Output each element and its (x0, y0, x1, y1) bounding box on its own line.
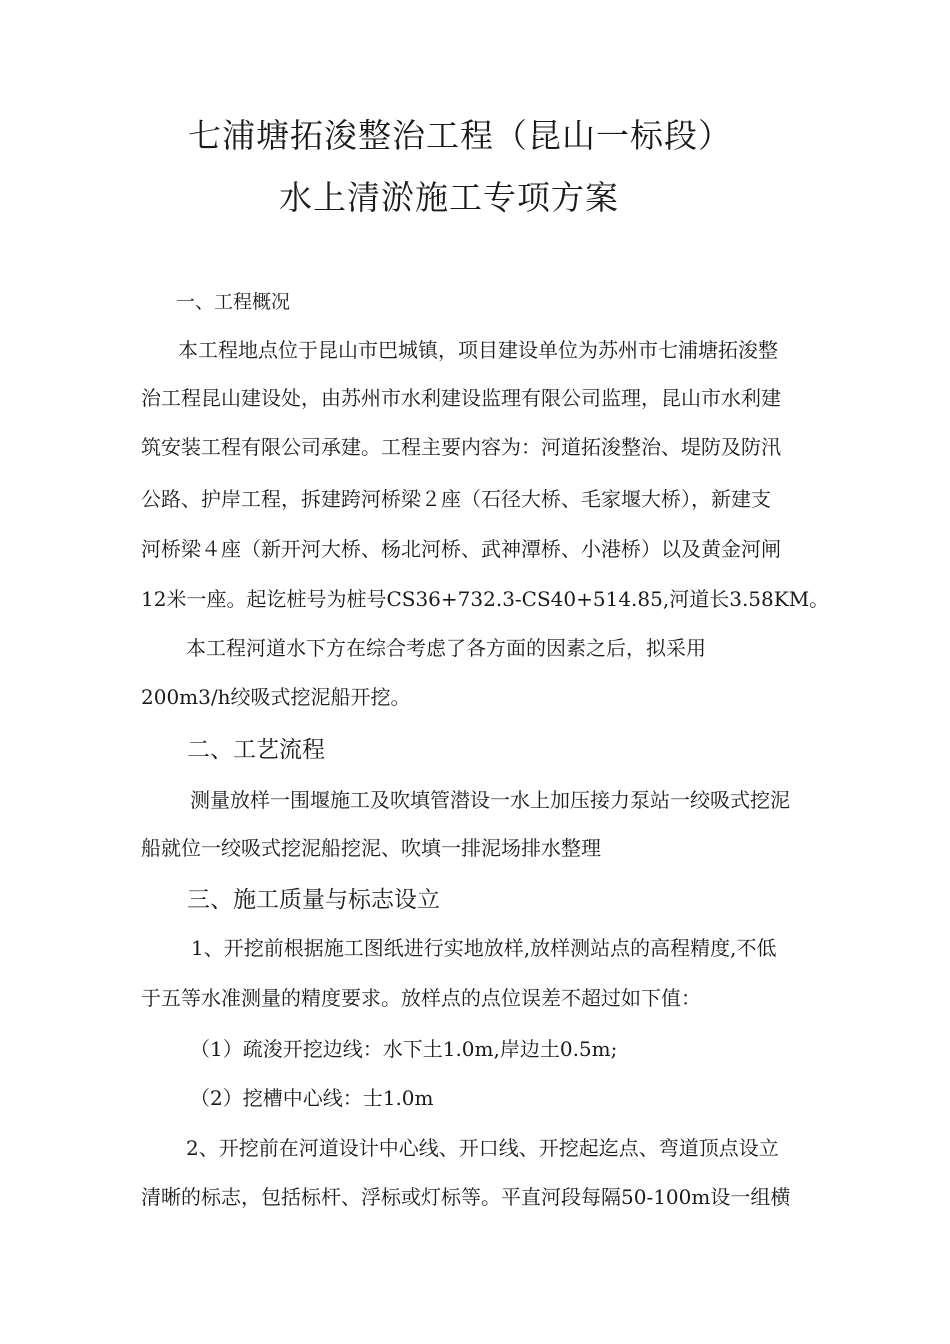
section-1-heading: 一、工程概况 (176, 291, 291, 313)
section-1-paragraph-1-line: 公路、护岸工程，拆建跨河桥梁２座（石径大桥、毛家堰大桥），新建支 (141, 487, 771, 511)
section-2-paragraph-line: 测量放样一围堰施工及吹填管潜设一水上加压接力泵站一绞吸式挖泥 (190, 788, 790, 812)
section-1-paragraph-1-line: 治工程昆山建设处，由苏州市水利建设监理有限公司监理，昆山市水利建 (141, 386, 781, 410)
section-1-paragraph-1-line: 河桥梁４座（新开河大桥、杨北河桥、武神潭桥、小港桥）以及黄金河闸 (141, 537, 781, 561)
section-3-item-1-line: 于五等水准测量的精度要求。放样点的点位误差不超过如下值： (141, 986, 701, 1010)
section-3-item-2-line: 清晰的标志，包括标杆、浮标或灯标等。平直河段每隔50-100m设一组横 (141, 1185, 791, 1209)
section-1-paragraph-2-line: 本工程河道水下方在综合考虑了各方面的因素之后，拟采用 (186, 636, 706, 660)
section-2-paragraph-line: 船就位一绞吸式挖泥船挖泥、吹填一排泥场排水整理 (141, 836, 601, 860)
document-title-line-2: 水上清淤施工专项方案 (279, 178, 619, 217)
section-1-paragraph-1-line: 筑安装工程有限公司承建。工程主要内容为：河道拓浚整治、堤防及防汛 (141, 435, 781, 459)
section-1-paragraph-2-line: 200m3/h绞吸式挖泥船开挖。 (141, 685, 411, 709)
section-1-paragraph-1-line: 本工程地点位于昆山市巴城镇，项目建设单位为苏州市七浦塘拓浚整 (178, 338, 778, 362)
section-1-paragraph-1-line: 12米一座。起讫桩号为桩号CS36+732.3-CS40+514.85,河道长3.58KM。 (141, 587, 830, 611)
section-3-sub-item-1: （1）疏浚开挖边线：水下土1.0m,岸边土0.5m; (190, 1037, 618, 1061)
section-3-sub-item-2: （2）挖槽中心线：士1.0m (190, 1086, 434, 1110)
section-2-heading: 二、工艺流程 (187, 737, 325, 763)
section-3-item-2-line: 2、开挖前在河道设计中心线、开口线、开挖起迄点、弯道顶点设立 (186, 1136, 779, 1160)
section-3-heading: 三、施工质量与标志设立 (187, 887, 440, 913)
document-title-line-1: 七浦塘拓浚整治工程（昆山一标段） (188, 116, 732, 155)
section-3-item-1-line: 1、开挖前根据施工图纸进行实地放样,放样测站点的高程精度,不低 (191, 936, 777, 960)
